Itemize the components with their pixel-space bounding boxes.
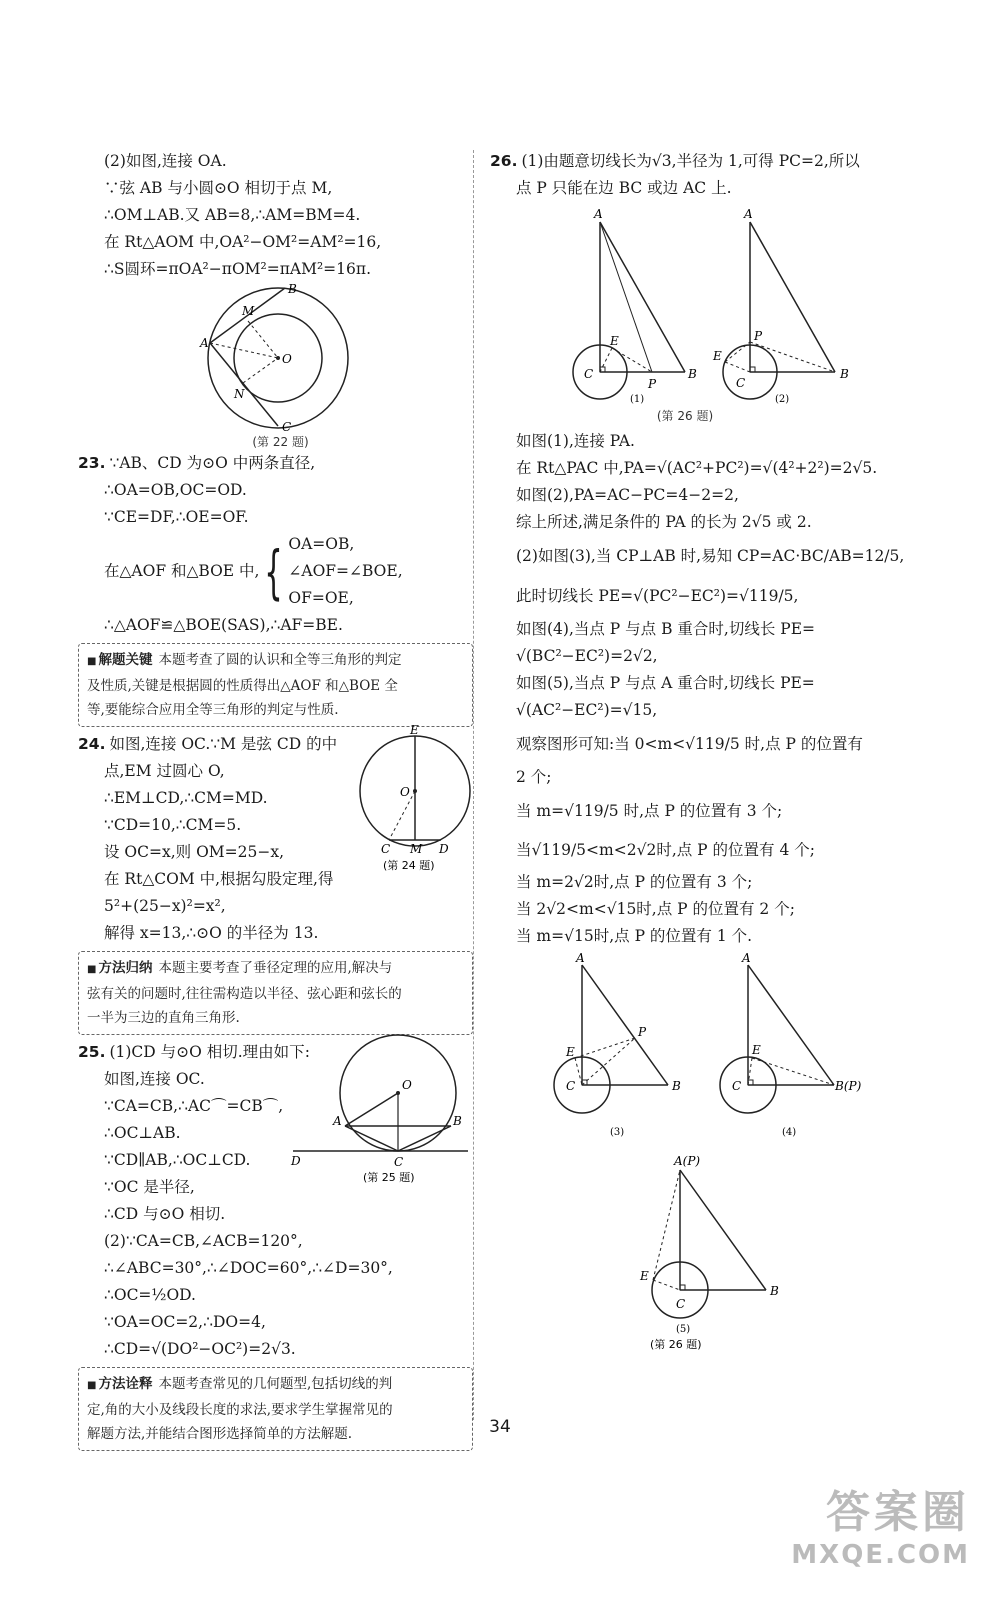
fig26-caption: (3) xyxy=(610,1127,625,1138)
fig26-label: P xyxy=(754,329,763,343)
fig26-caption: (5) xyxy=(676,1324,691,1335)
q26-line: 观察图形可知:当 0<m<√119/5 时,点 P 的位置有 xyxy=(516,735,863,753)
q26-line: 在 Rt△PAC 中,PA=√(AC²+PC²)=√(4²+2²)=2√5. xyxy=(516,459,878,477)
q24-line: 设 OC=x,则 OM=25−x, xyxy=(104,843,285,861)
q24-line: 解得 x=13,∴⊙O 的半径为 13. xyxy=(104,924,319,942)
brace-symbol: { xyxy=(264,537,284,606)
note-line: 解题方法,并能结合图形选择简单的方法解题. xyxy=(87,1426,353,1442)
fig26-label: B xyxy=(672,1079,681,1093)
q24-line: ∵CD=10,∴CM=5. xyxy=(104,816,242,834)
fig26-label: E xyxy=(713,349,722,363)
fig25-label: C xyxy=(394,1155,404,1169)
page-number: 34 xyxy=(489,1417,511,1437)
note-line: 及性质,关键是根据圆的性质得出△AOF 和△BOE 全 xyxy=(87,678,398,694)
fig22-label: N xyxy=(234,387,245,401)
q25-note-box xyxy=(78,1367,473,1451)
fig25-label: A xyxy=(333,1114,342,1128)
q26-line: 当 m=√119/5 时,点 P 的位置有 3 个; xyxy=(516,802,783,820)
q25-line: ∵OC 是半径, xyxy=(104,1178,195,1196)
fig22-label: A xyxy=(200,336,209,350)
q22-line: ∵弦 AB 与小圆⊙O 相切于点 M, xyxy=(104,179,333,197)
q25-line: 如图,连接 OC. xyxy=(104,1070,205,1088)
note-line: 一半为三边的直角三角形. xyxy=(87,1010,240,1026)
figure-24 xyxy=(353,723,473,873)
q26-line: √(BC²−EC²)=2√2, xyxy=(516,647,658,665)
q23-note-box xyxy=(78,643,473,727)
q25-line: ∴CD 与⊙O 相切. xyxy=(104,1205,226,1223)
q26-line: 当 m=√15时,点 P 的位置有 1 个. xyxy=(516,927,753,945)
q24-line: 在 Rt△COM 中,根据勾股定理,得 xyxy=(104,870,334,888)
q24-line: 点,EM 过圆心 O, xyxy=(104,762,225,780)
fig26-label: A(P) xyxy=(674,1154,701,1168)
figure-26-bottom xyxy=(490,950,930,1350)
fig26-label: C xyxy=(732,1079,742,1093)
fig24-label: C xyxy=(381,842,391,856)
q25-line: ∵CA=CB,∴AC⌒=CB⌒, xyxy=(104,1097,284,1115)
q26-line: 如图(2),PA=AC−PC=4−2=2, xyxy=(516,486,739,504)
fig22-label: C xyxy=(282,420,292,433)
q25-line: (2)∵CA=CB,∠ACB=120°, xyxy=(104,1232,303,1250)
fig26-caption: (4) xyxy=(782,1127,797,1138)
fig22-caption: (第 22 题) xyxy=(252,435,309,449)
fig26-label: E xyxy=(610,334,619,348)
q25-block xyxy=(78,1039,473,1363)
q23-brace-lines xyxy=(288,531,402,612)
q23-brace-line: ∠AOF=∠BOE, xyxy=(288,562,403,580)
watermark xyxy=(791,1476,970,1570)
q23-text: ∵AB、CD 为⊙O 中两条直径, xyxy=(109,454,316,472)
note-line: 本题考查常见的几何题型,包括切线的判 xyxy=(158,1376,393,1392)
q23-brace-line: OF=OE, xyxy=(288,589,354,607)
fig22-label: O xyxy=(282,352,292,366)
q25-text: (1)CD 与⊙O 相切.理由如下: xyxy=(109,1043,310,1061)
fig26-label: A xyxy=(742,951,751,965)
q23-line xyxy=(78,450,473,477)
fig25-label: D xyxy=(291,1154,301,1168)
fig24-label: D xyxy=(439,842,449,856)
q25-line: ∵CD∥AB,∴OC⊥CD. xyxy=(104,1151,251,1169)
fig25-label: B xyxy=(453,1114,462,1128)
q26-line: 当 m=2√2时,点 P 的位置有 3 个; xyxy=(516,873,753,891)
q26-line: 如图(4),当点 P 与点 B 重合时,切线长 PE= xyxy=(516,620,815,638)
q23-brace-prefix: 在△AOF 和△BOE 中, xyxy=(104,562,260,580)
q25-line: ∴CD=√(DO²−OC²)=2√3. xyxy=(104,1340,296,1358)
fig24-label: M xyxy=(410,842,423,856)
fig26-caption: (1) xyxy=(630,394,645,405)
q26-line: 点 P 只能在边 BC 或边 AC 上. xyxy=(516,179,732,197)
q23-line: ∴OA=OB,OC=OD. xyxy=(104,481,247,499)
fig26-label: B(P) xyxy=(835,1079,862,1093)
note-tag: ■ 方法诠释 xyxy=(87,1376,152,1392)
q26-line: 当√119/5<m<2√2时,点 P 的位置有 4 个; xyxy=(516,841,815,859)
fig26-label: C xyxy=(676,1297,686,1311)
fig26-label: E xyxy=(640,1269,649,1283)
note-tag: ■ 解题关键 xyxy=(87,652,152,668)
q25-line: ∵OA=OC=2,∴DO=4, xyxy=(104,1313,266,1331)
watermark-url: MXQE.COM xyxy=(791,1540,970,1570)
fig26-label: A xyxy=(576,951,585,965)
q22-line: ∴S圆环=πOA²−πOM²=πAM²=16π. xyxy=(104,260,372,278)
note-tag: ■ 方法归纳 xyxy=(87,960,152,976)
q24-note-box xyxy=(78,951,473,1035)
q26-line: 此时切线长 PE=√(PC²−EC²)=√119/5, xyxy=(516,587,799,605)
figure-26-top xyxy=(490,202,930,407)
fig26-caption: (2) xyxy=(775,394,790,405)
fig26-label: B xyxy=(770,1284,779,1298)
column-divider xyxy=(473,150,474,1420)
q26-line: 如图(5),当点 P 与点 A 重合时,切线长 PE= xyxy=(516,674,815,692)
fig24-label: E xyxy=(410,723,419,737)
note-line: 本题考查了圆的认识和全等三角形的判定 xyxy=(158,652,402,668)
fig26-label: P xyxy=(648,377,657,391)
q26-number: 26. xyxy=(490,152,518,170)
fig26-bottom-title: (第 26 题) xyxy=(650,1338,702,1350)
q25-line: ∴OC⊥AB. xyxy=(104,1124,181,1142)
q22-line: ∴OM⊥AB.又 AB=8,∴AM=BM=4. xyxy=(104,206,361,224)
fig25-label: O xyxy=(402,1078,412,1092)
fig26-label: A xyxy=(594,207,603,221)
q23-brace-block xyxy=(78,531,473,612)
fig26-label: C xyxy=(566,1079,576,1093)
q25-number: 25. xyxy=(78,1043,106,1061)
fig26-label: C xyxy=(584,367,594,381)
fig26-label: B xyxy=(840,367,849,381)
q24-line: 5²+(25−x)²=x², xyxy=(104,897,226,915)
q26-line: (2)如图(3),当 CP⊥AB 时,易知 CP=AC·BC/AB=12/5, xyxy=(516,547,905,565)
q24-number: 24. xyxy=(78,735,106,753)
note-line: 定,角的大小及线段长度的求法,要求学生掌握常见的 xyxy=(87,1402,393,1418)
q22-line: (2)如图,连接 OA. xyxy=(104,152,227,170)
fig25-caption: (第 25 题) xyxy=(363,1171,415,1183)
q26-line: 2 个; xyxy=(516,768,552,786)
q22-line: 在 Rt△AOM 中,OA²−OM²=AM²=16, xyxy=(104,233,382,251)
q24-text: 如图,连接 OC.∵M 是弦 CD 的中 xyxy=(109,735,338,753)
q23-number: 23. xyxy=(78,454,106,472)
q26-line: √(AC²−EC²)=√15, xyxy=(516,701,658,719)
fig26-label: C xyxy=(736,376,746,390)
fig26-label: E xyxy=(566,1045,575,1059)
figure-25 xyxy=(283,1033,473,1183)
fig26-top-title: (第 26 题) xyxy=(656,409,714,423)
q26-line: 综上所述,满足条件的 PA 的长为 2√5 或 2. xyxy=(516,513,812,531)
fig22-label: M xyxy=(242,304,255,318)
q26-text: (1)由题意切线长为√3,半径为 1,可得 PC=2,所以 xyxy=(521,152,860,170)
figure-22 xyxy=(78,283,473,433)
note-line: 本题主要考查了垂径定理的应用,解决与 xyxy=(158,960,393,976)
left-column xyxy=(78,148,473,1455)
q24-block xyxy=(78,723,473,947)
fig22-label: B xyxy=(288,283,297,296)
fig26-label: E xyxy=(752,1043,761,1057)
q25-line: ∴∠ABC=30°,∴∠DOC=60°,∴∠D=30°, xyxy=(104,1259,393,1277)
q26-line: 当 2√2<m<√15时,点 P 的位置有 2 个; xyxy=(516,900,795,918)
fig26-label: B xyxy=(688,367,697,381)
note-line: 等,要能综合应用全等三角形的判定与性质. xyxy=(87,702,339,718)
q26-line xyxy=(490,148,930,175)
watermark-title: 答案圈 xyxy=(826,1487,970,1538)
fig24-label: O xyxy=(400,785,410,799)
q24-line: ∴EM⊥CD,∴CM=MD. xyxy=(104,789,268,807)
fig24-caption: (第 24 题) xyxy=(383,859,435,872)
q25-line: ∴OC=½OD. xyxy=(104,1286,196,1304)
right-column xyxy=(490,148,930,1350)
q23-brace-line: OA=OB, xyxy=(288,535,355,553)
note-line: 弦有关的问题时,往往需构造以半径、弦心距和弦长的 xyxy=(87,986,402,1002)
q23-conclusion: ∴△AOF≌△BOE(SAS),∴AF=BE. xyxy=(104,616,343,634)
fig26-label: P xyxy=(638,1025,647,1039)
q23-line: ∵CE=DF,∴OE=OF. xyxy=(104,508,249,526)
fig26-label: A xyxy=(744,207,753,221)
q26-line: 如图(1),连接 PA. xyxy=(516,432,635,450)
